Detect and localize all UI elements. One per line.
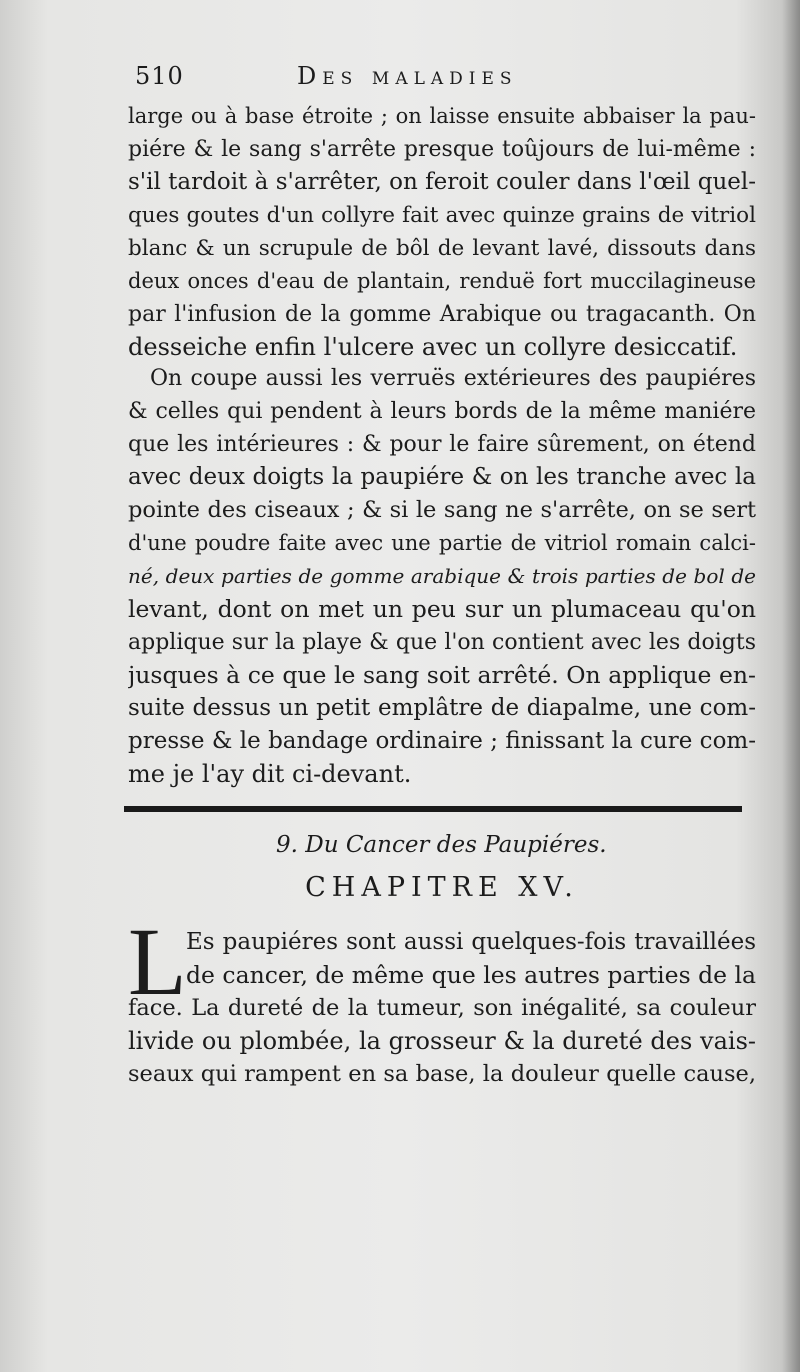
text-line: par l'infusion de la gomme Arabique ou tragacanth. On: [128, 302, 756, 327]
text-line: né, deux parties de gomme arabique & trois parties de bol de: [128, 564, 756, 588]
text-line: s'il tardoit à s'arrêter, on feroit couler dans l'œil quel-: [128, 169, 756, 195]
text-line: que les intérieures : & pour le faire sûrement, on étend: [128, 432, 756, 457]
text-line: face. La dureté de la tumeur, son inégalité, sa couleur: [128, 995, 756, 1021]
text-line: On coupe aussi les verruës extérieures des paupiéres: [150, 366, 756, 391]
text-line: presse & le bandage ordinaire ; finissant la cure com-: [128, 728, 756, 754]
text-line: desseiche enfin l'ulcere avec un collyre desiccatif.: [128, 333, 738, 361]
text-line: levant, dont on met un peu sur un plumaceau qu'on: [128, 595, 756, 623]
text-line: & celles qui pendent à leurs bords de la même maniére: [128, 399, 756, 424]
text-line: d'une poudre faite avec une partie de vitriol romain calci-: [128, 531, 756, 555]
running-title: Des maladies: [297, 62, 518, 90]
text-line: livide ou plombée, la grosseur & la dureté des vais-: [128, 1027, 756, 1055]
chapter-heading: CHAPITRE XV.: [305, 872, 579, 903]
paragraph-3: [128, 926, 756, 1091]
text-line: avec deux doigts la paupiére & on les tranche avec la: [128, 464, 756, 490]
text-line: Es paupiéres sont aussi quelques-fois travaillées: [186, 929, 756, 955]
paragraph-1: [128, 100, 756, 364]
section-divider: [124, 806, 742, 812]
page-number: 510: [135, 62, 184, 90]
text-line: ques goutes d'un collyre fait avec quinze grains de vitriol: [128, 203, 756, 228]
text-line: seaux qui rampent en sa base, la douleur quelle cause,: [128, 1061, 756, 1087]
paragraph-2: [128, 362, 756, 791]
text-line: blanc & un scrupule de bôl de levant lavé, dissouts dans: [128, 236, 756, 261]
text-line: suite dessus un petit emplâtre de diapalme, une com-: [128, 695, 756, 721]
text-line: piére & le sang s'arrête presque toûjours de lui-même :: [128, 137, 756, 162]
text-line: pointe des ciseaux ; & si le sang ne s'arrête, on se sert: [128, 497, 756, 523]
text-line: large ou à base étroite ; on laisse ensuite abbaiser la pau-: [128, 104, 756, 128]
text-line: jusques à ce que le sang soit arrêté. On applique en-: [128, 661, 756, 689]
drop-cap: L: [128, 908, 187, 1015]
text-line: de cancer, de même que les autres parties de la: [186, 961, 756, 989]
section-title: 9. Du Cancer des Paupiéres.: [276, 832, 607, 858]
text-line: me je l'ay dit ci-devant.: [128, 760, 412, 788]
text-line: applique sur la playe & que l'on contient avec les doigts: [128, 630, 756, 655]
running-head: [135, 62, 615, 96]
text-line: deux onces d'eau de plantain, renduë fort muccilagineuse: [128, 269, 756, 293]
page-edge-shadow: [782, 0, 800, 1372]
